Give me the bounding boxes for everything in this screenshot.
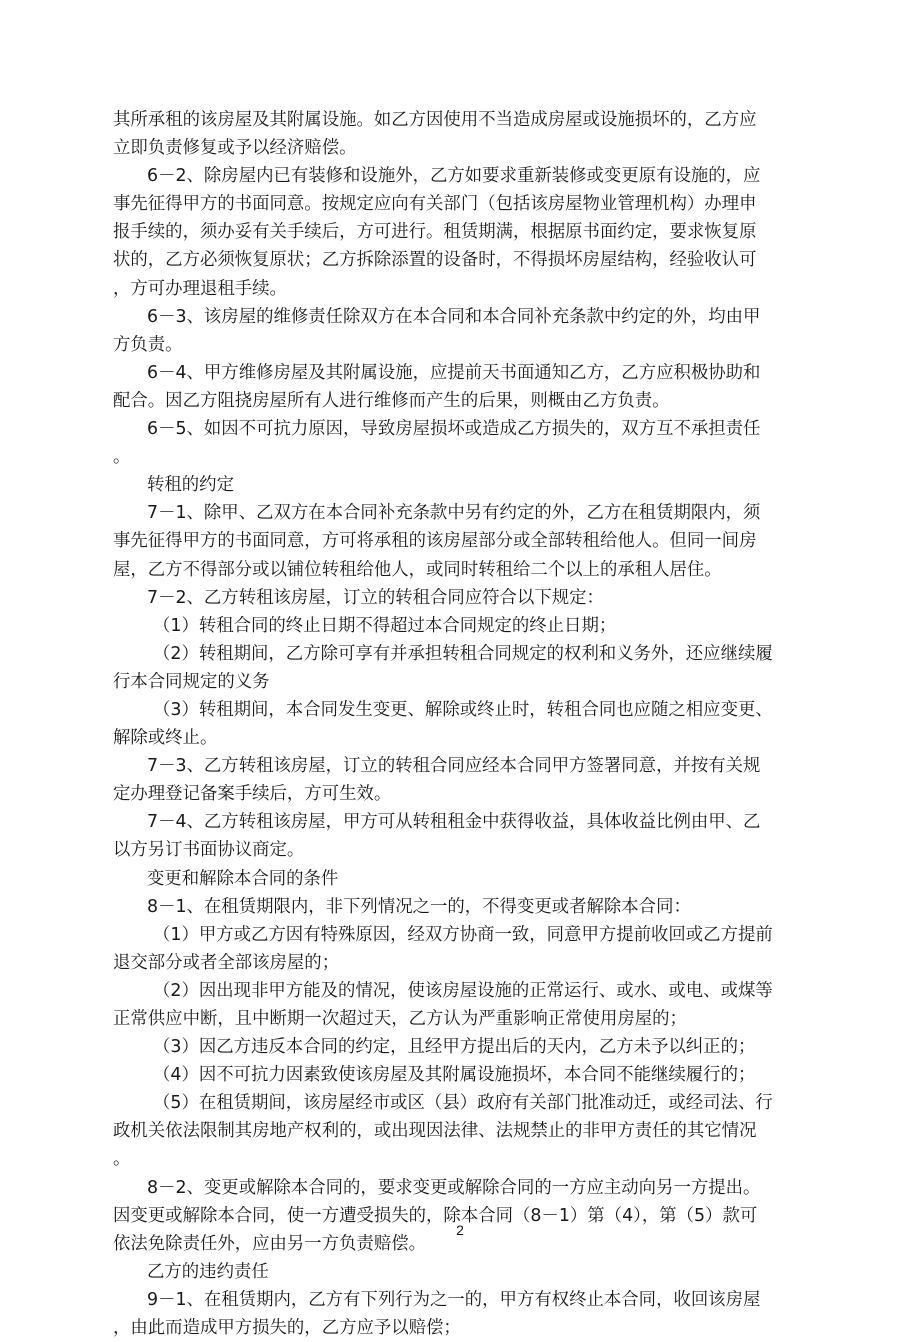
text-line: （4）因不可抗力因素致使该房屋及其附属设施损坏，本合同不能继续履行的；	[153, 1065, 756, 1086]
text-line: 政机关依法限制其房地产权利的，或出现因法律、法规禁止的非甲方责任的其它情况	[113, 1121, 757, 1142]
body-text	[113, 106, 805, 1342]
text-line: 因变更或解除本合同，使一方遭受损失的，除本合同（8－1）第（4），第（5）款可	[113, 1205, 758, 1226]
text-line: 解除或终止。	[113, 728, 218, 749]
text-line: 。	[113, 447, 131, 468]
text-line: 方负责。	[113, 334, 183, 355]
text-line: ，由此而造成甲方损失的，乙方应予以赔偿；	[113, 1318, 461, 1339]
text-line: 7－1、除甲、乙双方在本合同补充条款中另有约定的外，乙方在租赁期限内，须	[147, 503, 761, 524]
text-line: 9－1、在租赁期内，乙方有下列行为之一的，甲方有权终止本合同，收回该房屋	[147, 1289, 761, 1310]
text-line: 屋，乙方不得部分或以铺位转租给他人，或同时转租给二个以上的承租人居住。	[113, 559, 722, 580]
text-line: 行本合同规定的义务	[113, 671, 270, 692]
text-line: 乙方的违约责任	[147, 1261, 269, 1282]
text-line: 定办理登记备案手续后，方可生效。	[113, 784, 392, 805]
text-line: 立即负责修复或予以经济赔偿。	[113, 138, 357, 159]
text-line: 报手续的，须办妥有关手续后，方可进行。租赁期满，根据原书面约定，要求恢复原	[113, 222, 757, 243]
text-line: 7－4、乙方转租该房屋，甲方可从转租租金中获得收益，具体收益比例由甲、乙	[147, 812, 761, 833]
text-line: （3）转租期间，本合同发生变更、解除或终止时，转租合同也应随之相应变更、	[153, 699, 773, 720]
text-line: 7－2、乙方转租该房屋，订立的转租合同应符合以下规定：	[147, 587, 604, 608]
text-line: （5）在租赁期间，该房屋经市或区（县）政府有关部门批准动迁，或经司法、行	[153, 1093, 773, 1114]
text-line: 退交部分或者全部该房屋的；	[113, 952, 340, 973]
text-line: 事先征得甲方的书面同意，方可将承租的该房屋部分或全部转租给他人。但同一间房	[113, 531, 757, 552]
text-line: 正常供应中断，且中断期一次超过天，乙方认为严重影响正常使用房屋的；	[113, 1009, 687, 1029]
text-line: 。	[113, 1149, 131, 1170]
text-line: （3）因乙方违反本合同的约定，且经甲方提出后的天内，乙方未予以纠正的；	[153, 1037, 756, 1058]
text-line: 变更和解除本合同的条件	[147, 868, 339, 889]
text-line: （2）因出现非甲方能及的情况，使该房屋设施的正常运行、或水、或电、或煤等	[153, 980, 773, 1001]
text-line: （2）转租期间，乙方除可享有并承担转租合同规定的权利和义务外，还应继续履	[153, 643, 773, 664]
text-line: 配合。因乙方阻挠房屋所有人进行维修而产生的后果，则概由乙方负责。	[113, 390, 670, 411]
text-line: 依法免除责任外，应由另一方负责赔偿。	[113, 1233, 427, 1254]
text-line: （1）甲方或乙方因有特殊原因，经双方协商一致，同意甲方提前收回或乙方提前	[153, 924, 773, 945]
text-line: 转租的约定	[147, 475, 234, 496]
text-line: （1）转租合同的终止日期不得超过本合同规定的终止日期；	[153, 615, 617, 636]
page-number: 2	[456, 1222, 464, 1238]
text-line: 6－5、如因不可抗力原因，导致房屋损坏或造成乙方损失的，双方互不承担责任	[147, 419, 761, 440]
text-line: 状的，乙方必须恢复原状；乙方拆除添置的设备时，不得损坏房屋结构，经验收认可	[113, 250, 757, 271]
text-line: 以方另订书面协议商定。	[113, 840, 305, 861]
text-line: 6－4、甲方维修房屋及其附属设施，应提前天书面通知乙方，乙方应积极协助和	[147, 362, 761, 383]
text-line: 6－2、除房屋内已有装修和设施外，乙方如要求重新装修或变更原有设施的，应	[147, 166, 761, 187]
text-line: 7－3、乙方转租该房屋，订立的转租合同应经本合同甲方签署同意，并按有关规	[147, 756, 761, 777]
text-line: 8－1、在租赁期限内，非下列情况之一的，不得变更或者解除本合同：	[147, 896, 691, 917]
text-line: 其所承租的该房屋及其附属设施。如乙方因使用不当造成房屋或设施损坏的，乙方应	[113, 110, 757, 130]
text-line: 6－3、该房屋的维修责任除双方在本合同和本合同补充条款中约定的外，均由甲	[147, 306, 761, 327]
text-line: ，方可办理退租手续。	[113, 278, 287, 299]
text-line: 8－2、变更或解除本合同的，要求变更或解除合同的一方应主动向另一方提出。	[147, 1177, 761, 1198]
text-line: 事先征得甲方的书面同意。按规定应向有关部门（包括该房屋物业管理机构）办理申	[113, 194, 757, 215]
